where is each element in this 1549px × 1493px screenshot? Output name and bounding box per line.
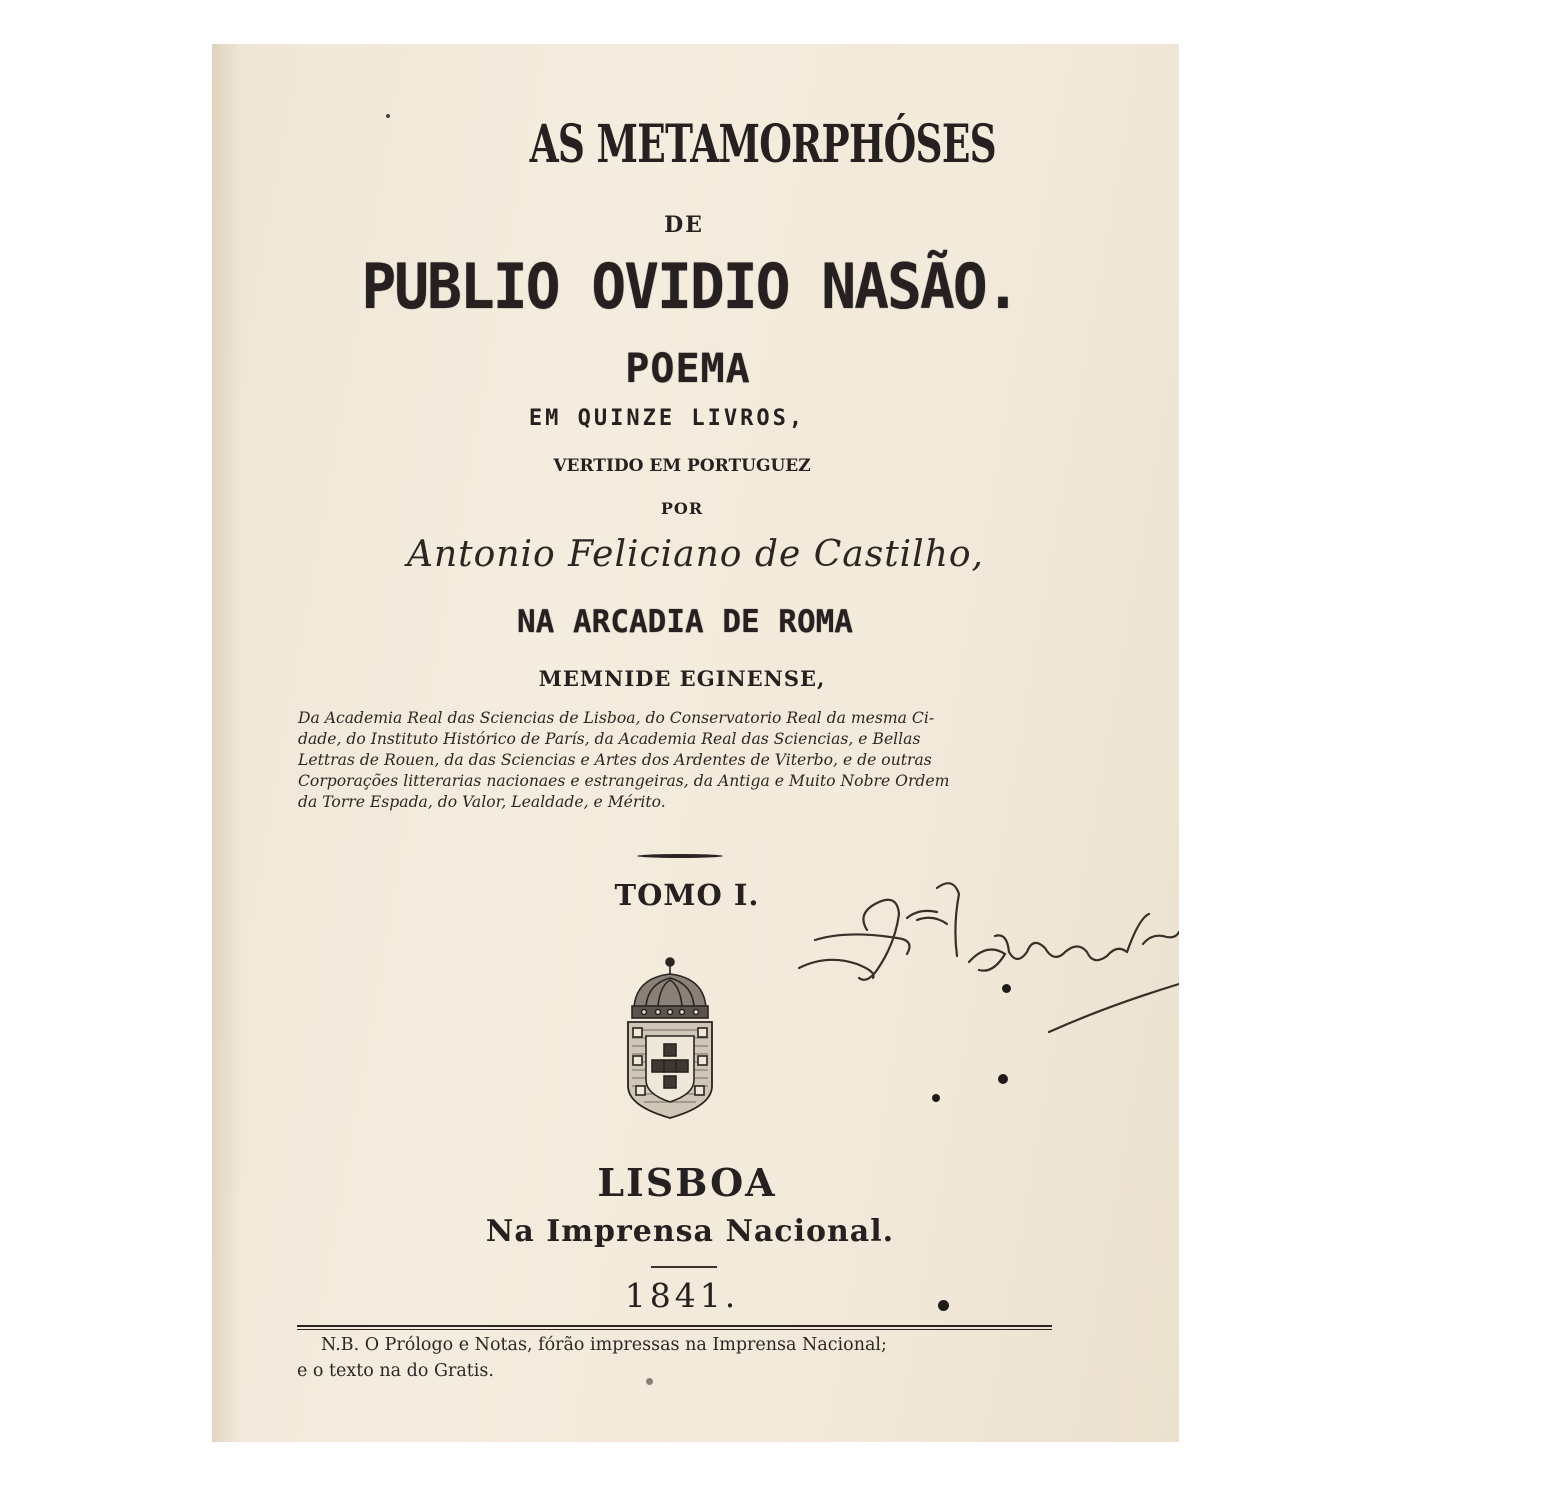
royal-coat-of-arms-icon — [624, 956, 716, 1120]
ink-speck — [386, 114, 390, 118]
ink-spot — [938, 1300, 949, 1311]
imprint-year: 1841. — [624, 1276, 740, 1315]
footer-rule-bottom — [297, 1329, 1052, 1330]
ink-spot — [998, 1074, 1008, 1084]
handwritten-signature-icon — [787, 874, 1179, 1044]
title-preposition: DE — [664, 212, 704, 238]
ornamental-rule — [637, 854, 723, 858]
arcadia-line: NA ARCADIA DE ROMA — [517, 604, 853, 640]
author-affiliations — [298, 708, 1054, 813]
subtitle-books: EM QUINZE LIVROS, — [528, 406, 806, 431]
affiliation-line: dade, do Instituto Histórico de París, da Academia Real das Sciencias, e Bellas — [298, 730, 921, 748]
ink-spot — [1002, 984, 1011, 993]
subtitle-poema: POEMA — [625, 346, 751, 392]
affiliation-line: Lettras de Rouen, da das Sciencias e Artes dos Ardentes de Viterbo, e de outras — [298, 751, 932, 769]
translation-note: VERTIDO EM PORTUGUEZ — [553, 456, 811, 476]
title-page — [212, 44, 1179, 1442]
ink-spot — [646, 1378, 653, 1385]
volume-label: TOMO I. — [614, 878, 760, 912]
footer-note — [297, 1332, 1057, 1384]
ink-spot — [932, 1094, 940, 1102]
note-line: N.B. O Prólogo e Notas, fórão impressas na Imprensa Nacional; — [321, 1335, 887, 1355]
imprint-rule — [651, 1266, 717, 1268]
affiliation-line: da Torre Espada, do Valor, Lealdade, e Mérito. — [298, 793, 666, 811]
arcadian-name: MEMNIDE EGINENSE, — [538, 666, 826, 691]
affiliation-line: Da Academia Real das Sciencias de Lisboa, do Conservatorio Real da mesma Ci- — [298, 709, 935, 727]
imprint-city: LISBOA — [597, 1160, 777, 1205]
title-line-1: AS METAMORPHÓSES — [529, 114, 996, 175]
footer-rule-top — [297, 1325, 1052, 1327]
author-name: Antonio Feliciano de Castilho, — [407, 534, 984, 575]
note-line: e o texto na do Gratis. — [297, 1361, 494, 1381]
title-line-2: PUBLIO OVIDIO NASÃO. — [361, 250, 1019, 323]
imprint-publisher: Na Imprensa Nacional. — [485, 1214, 895, 1249]
affiliation-line: Corporações litterarias nacionaes e estrangeiras, da Antiga e Muito Nobre Ordem — [298, 772, 950, 790]
by-label: POR — [660, 499, 704, 518]
